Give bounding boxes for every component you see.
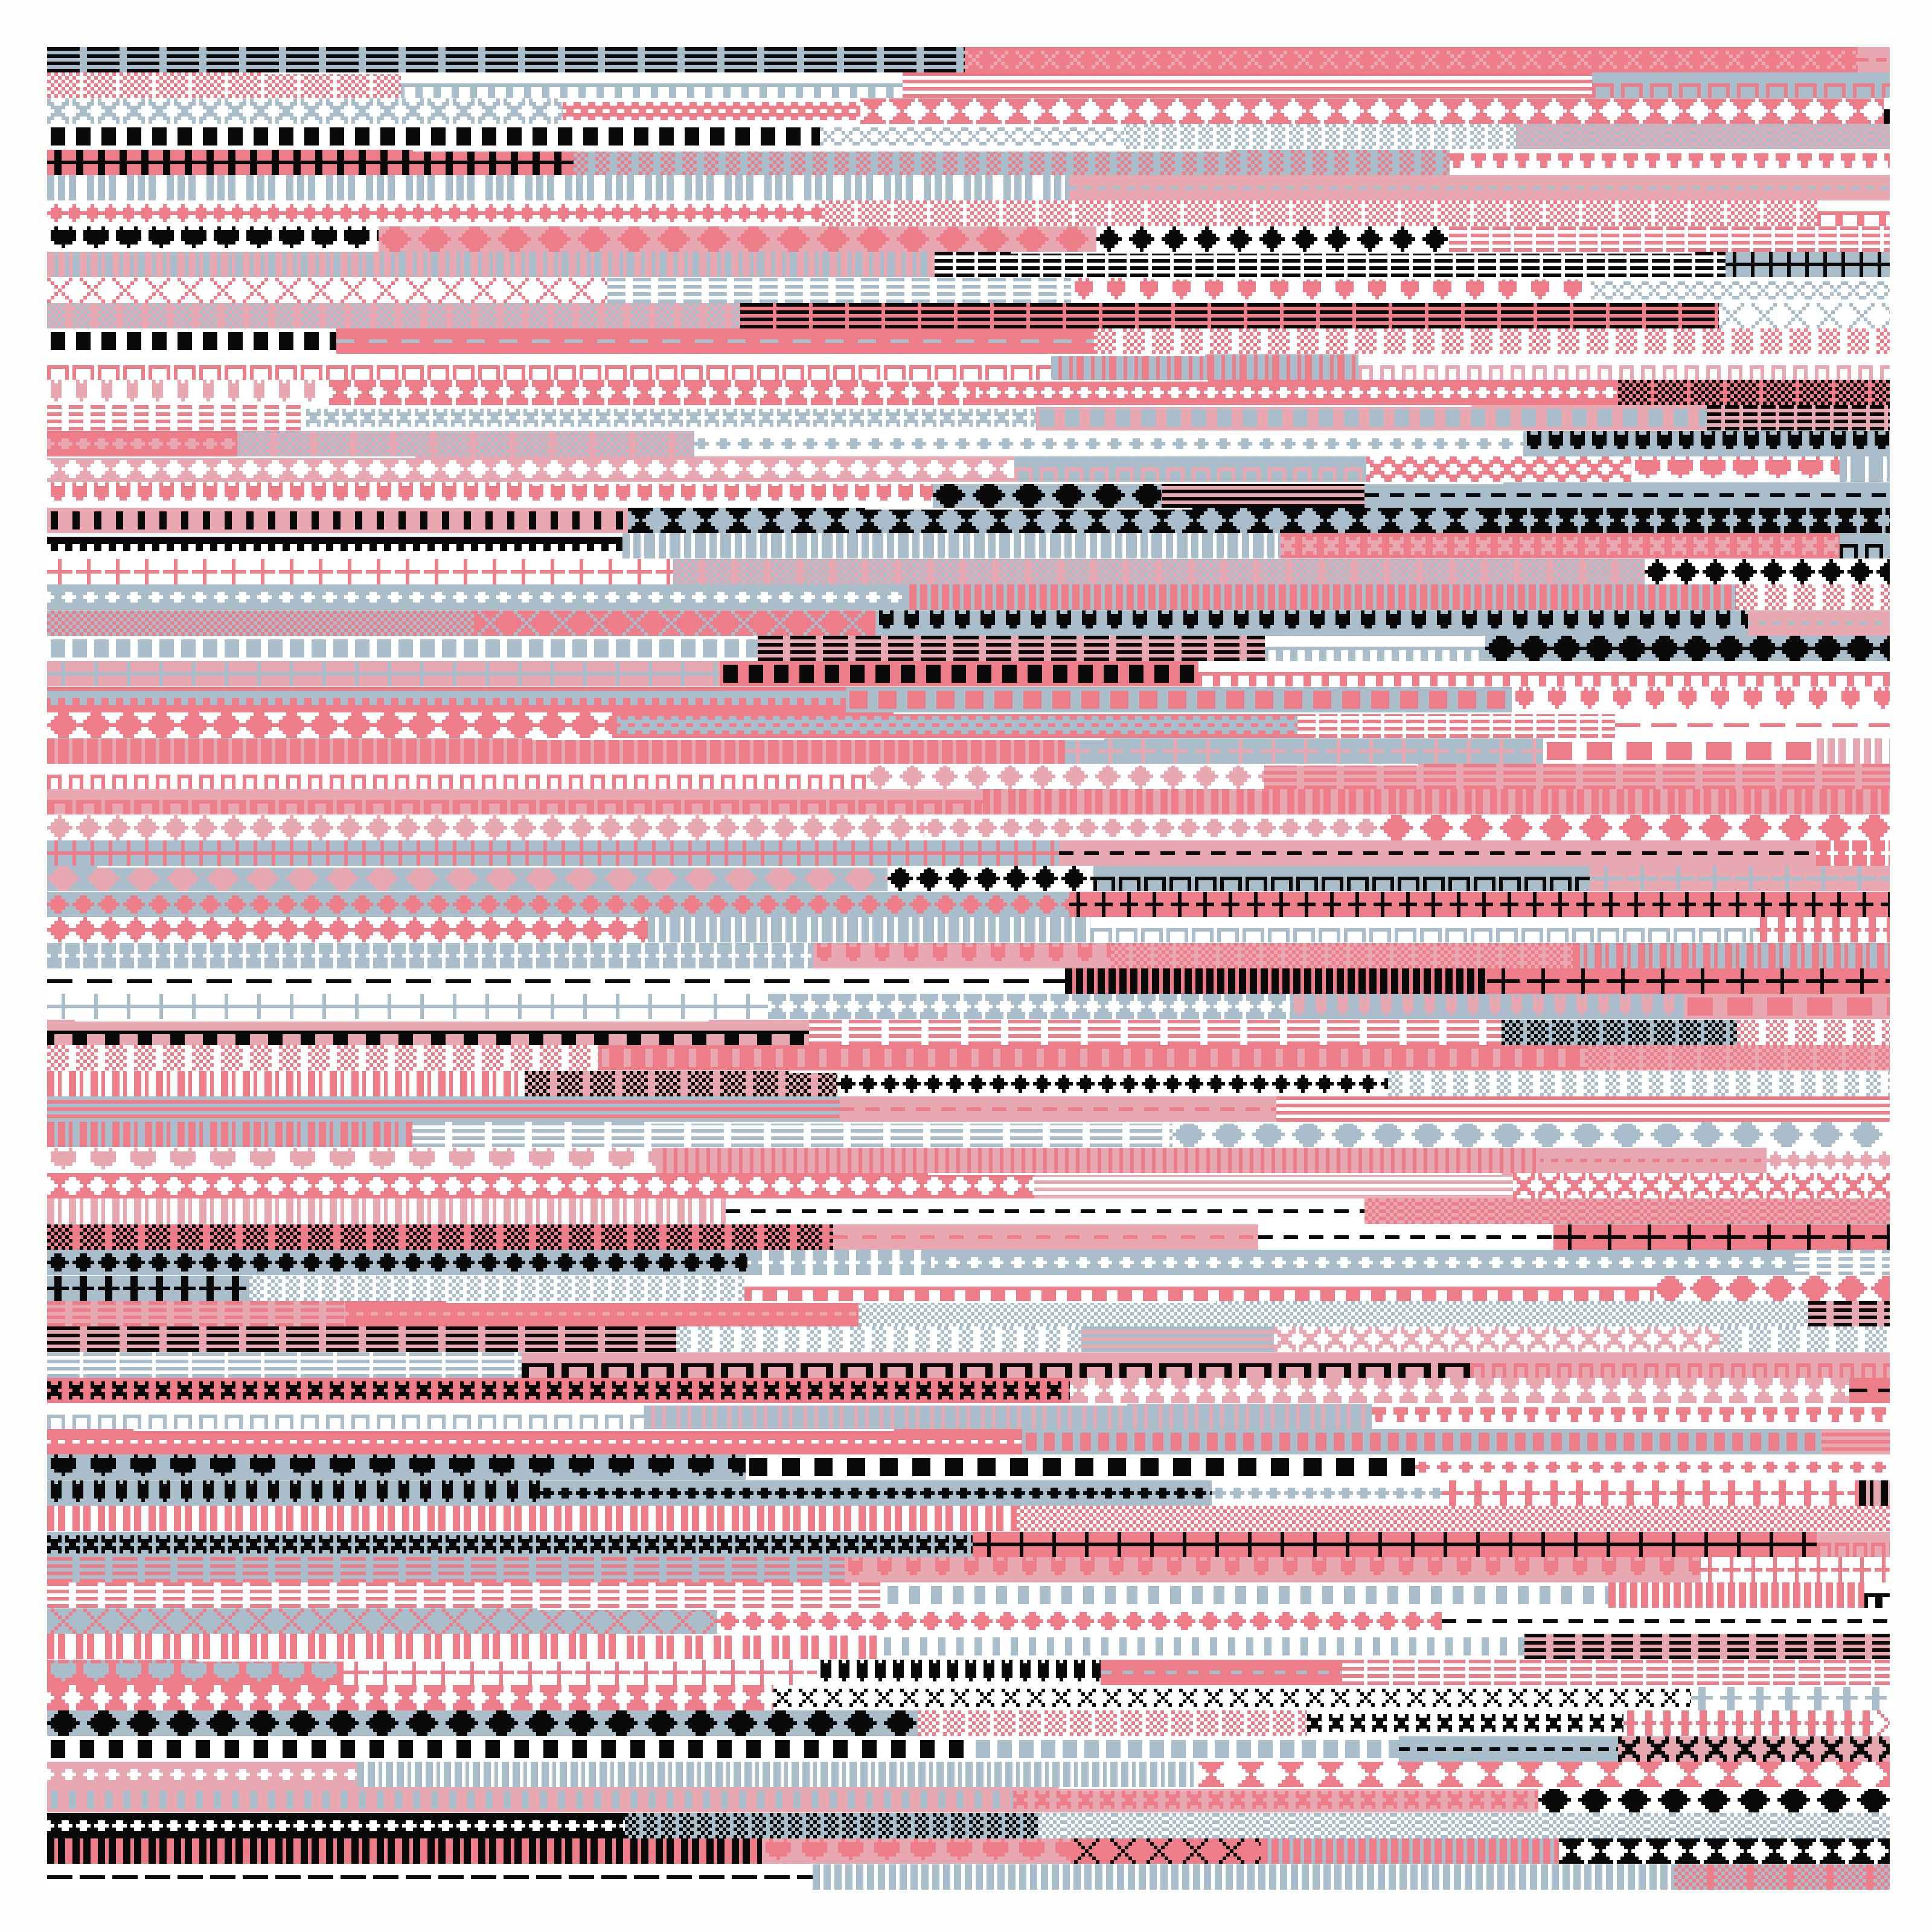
pattern-mosaic: [47, 47, 1890, 1890]
